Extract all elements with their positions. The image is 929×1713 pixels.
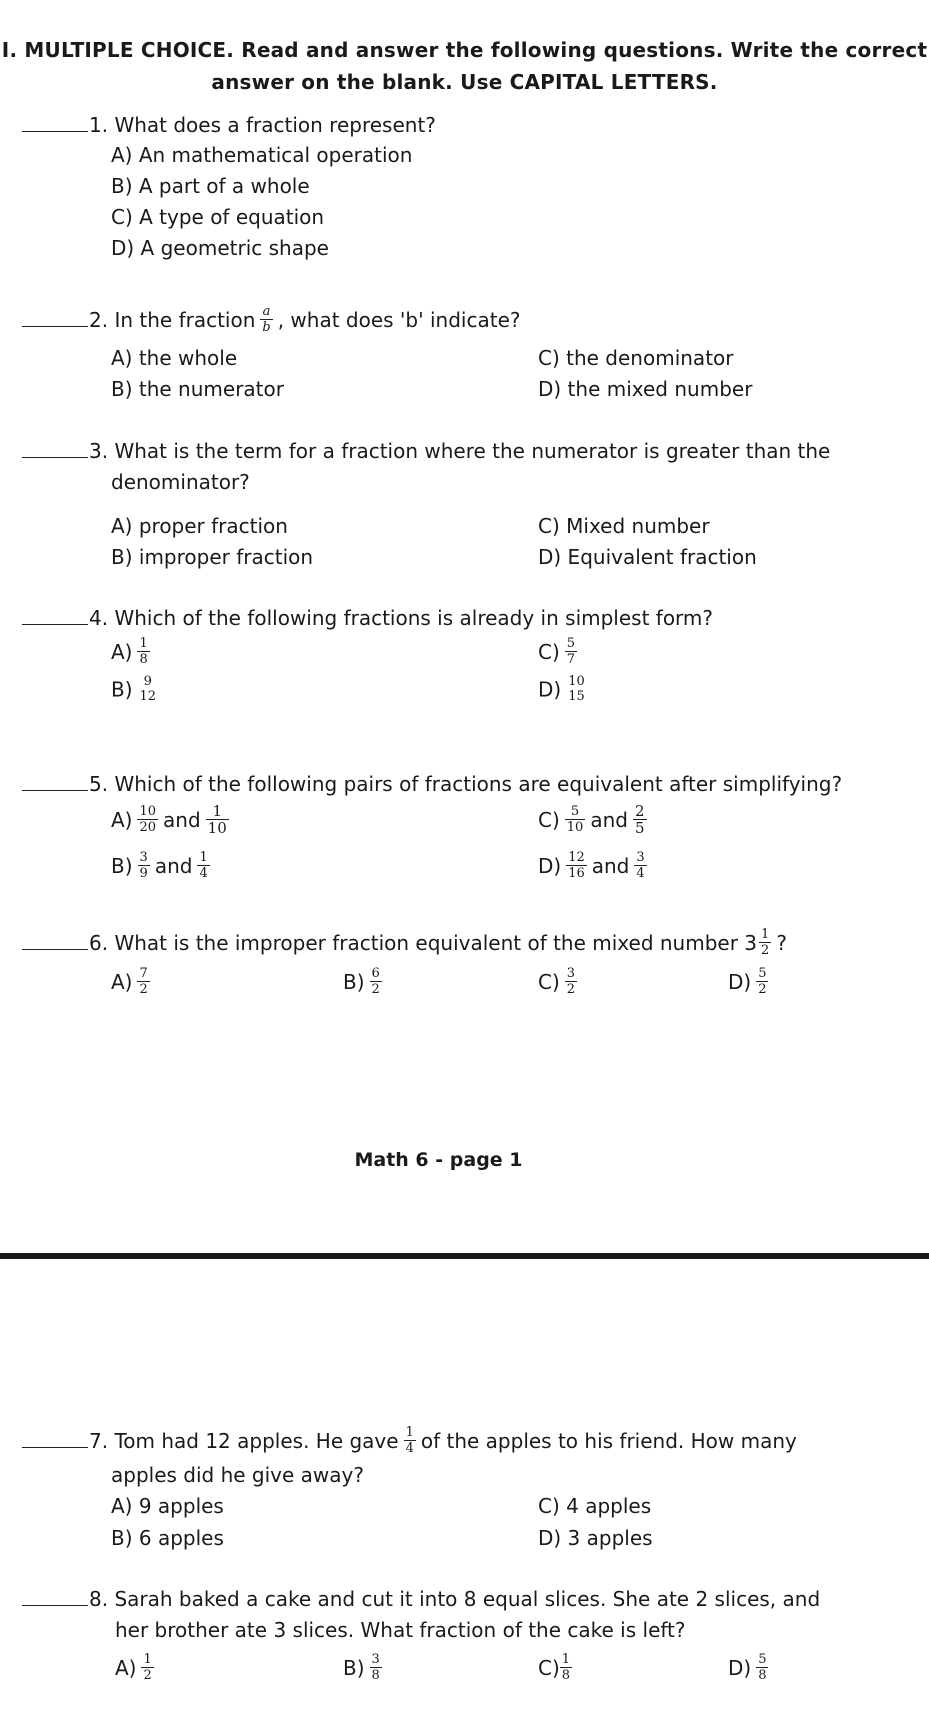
q8-option-d: D) $\frac{5}{8}$ — [728, 1652, 767, 1683]
q2-option-a: A) the whole — [111, 346, 238, 370]
answer-blank-1[interactable] — [22, 113, 88, 132]
q6-option-c: C) $\frac{3}{2}$ — [538, 966, 576, 997]
answer-blank-5[interactable] — [22, 772, 88, 791]
question-3-line-2: denominator? — [111, 470, 250, 494]
q4-option-c: C) $\frac{5}{7}$ — [538, 636, 576, 667]
q6-option-a: A) $\frac{7}{2}$ — [111, 966, 148, 997]
q2-option-c: C) the denominator — [538, 346, 734, 370]
instructions-line-2: answer on the blank. Use CAPITAL LETTERS. — [211, 70, 718, 94]
q5-option-c: C) $\frac{5}{10}$ and $\frac{2}{5}$ — [538, 802, 645, 837]
fraction: $\frac{5}{10}$ — [566, 804, 584, 835]
fraction: 10 15 — [568, 674, 585, 704]
fraction: $\frac{3}{4}$ — [636, 850, 645, 881]
page-divider — [0, 1253, 929, 1259]
q3-option-a: A) proper fraction — [111, 514, 288, 538]
fraction-one-half: $\frac{1}{2}$ — [761, 927, 770, 958]
q4-option-d: D) 10 15 — [538, 674, 585, 704]
q1-option-c: C) A type of equation — [111, 205, 325, 229]
q4-option-b: B) 9 12 — [111, 674, 157, 704]
instructions-line-1: I. MULTIPLE CHOICE. Read and answer the following questions. Write the correct — [1, 38, 928, 62]
q7-option-d: D) 3 apples — [538, 1526, 653, 1550]
fraction: $\frac{3}{8}$ — [371, 1652, 380, 1683]
fraction-a-over-b: $\frac{a}{b}$ — [262, 304, 271, 335]
fraction: $\frac{6}{2}$ — [371, 966, 380, 997]
fraction: $\frac{12}{16}$ — [568, 850, 585, 881]
q5-option-a: A) $\frac{10}{20}$ and $\frac{1}{10}$ — [111, 802, 227, 837]
answer-blank-4[interactable] — [22, 606, 88, 625]
fraction: $\frac{3}{2}$ — [566, 966, 576, 997]
question-8-line-2: her brother ate 3 slices. What fraction of the cake is left? — [115, 1618, 686, 1642]
q1-option-a: A) An mathematical operation — [111, 143, 413, 167]
q8-option-a: A) $\frac{1}{2}$ — [115, 1652, 152, 1683]
q5-option-d: D) $\frac{12}{16}$ and $\frac{3}{4}$ — [538, 850, 645, 881]
question-4: 4. Which of the following fractions is already in simplest form? — [22, 606, 713, 630]
answer-blank-8[interactable] — [22, 1587, 88, 1606]
fraction: $\frac{7}{2}$ — [139, 966, 148, 997]
question-2: 2. In the fraction $\frac{a}{b}$ , what does 'b' indicate? — [22, 306, 520, 337]
answer-blank-2[interactable] — [22, 308, 88, 327]
fraction: $\frac{1}{2}$ — [143, 1652, 152, 1683]
q2-option-d: D) the mixed number — [538, 377, 753, 401]
fraction: $\frac{1}{8}$ — [561, 1652, 571, 1683]
page-footer: Math 6 - page 1 — [354, 1149, 523, 1171]
fraction: $\frac{5}{8}$ — [758, 1652, 767, 1683]
fraction: $\frac{1}{8}$ — [139, 636, 148, 667]
fraction: $\frac{5}{7}$ — [566, 636, 576, 667]
fraction: $\frac{3}{9}$ — [139, 850, 148, 881]
question-6: 6. What is the improper fraction equivalent of the mixed number 3 $\frac{1}{2}$ ? — [22, 929, 787, 960]
fraction: 9 12 — [139, 674, 157, 704]
q7-option-a: A) 9 apples — [111, 1494, 224, 1518]
q8-option-b: B) $\frac{3}{8}$ — [343, 1652, 380, 1683]
fraction: $\frac{2}{5}$ — [634, 802, 645, 837]
answer-blank-6[interactable] — [22, 931, 88, 950]
q6-option-b: B) $\frac{6}{2}$ — [343, 966, 380, 997]
question-1: 1. What does a fraction represent? — [22, 113, 436, 137]
question-5: 5. Which of the following pairs of fractions are equivalent after simplifying? — [22, 772, 842, 796]
question-3: 3. What is the term for a fraction where the numerator is greater than the — [22, 439, 830, 463]
q2-option-b: B) the numerator — [111, 377, 284, 401]
fraction-one-quarter: $\frac{1}{4}$ — [405, 1425, 414, 1456]
fraction: $\frac{5}{2}$ — [758, 966, 767, 997]
question-8: 8. Sarah baked a cake and cut it into 8 equal slices. She ate 2 slices, and — [22, 1587, 820, 1611]
fraction: $\frac{1}{10}$ — [207, 802, 227, 837]
question-7: 7. Tom had 12 apples. He gave $\frac{1}{4}$ of the apples to his friend. How many — [22, 1427, 797, 1458]
answer-blank-7[interactable] — [22, 1429, 88, 1448]
q1-option-b: B) A part of a whole — [111, 174, 310, 198]
q5-option-b: B) $\frac{3}{9}$ and $\frac{1}{4}$ — [111, 850, 208, 881]
q8-option-c: C) $\frac{1}{8}$ — [538, 1652, 571, 1683]
q1-option-d: D) A geometric shape — [111, 236, 329, 260]
q6-option-d: D) $\frac{5}{2}$ — [728, 966, 767, 997]
answer-blank-3[interactable] — [22, 439, 88, 458]
question-7-line-2: apples did he give away? — [111, 1463, 364, 1487]
fraction: $\frac{1}{4}$ — [199, 850, 208, 881]
q4-option-a: A) $\frac{1}{8}$ — [111, 636, 148, 667]
q7-option-b: B) 6 apples — [111, 1526, 224, 1550]
q3-option-c: C) Mixed number — [538, 514, 710, 538]
q7-option-c: C) 4 apples — [538, 1494, 652, 1518]
q3-option-b: B) improper fraction — [111, 545, 314, 569]
q3-option-d: D) Equivalent fraction — [538, 545, 757, 569]
fraction: $\frac{10}{20}$ — [139, 804, 157, 835]
